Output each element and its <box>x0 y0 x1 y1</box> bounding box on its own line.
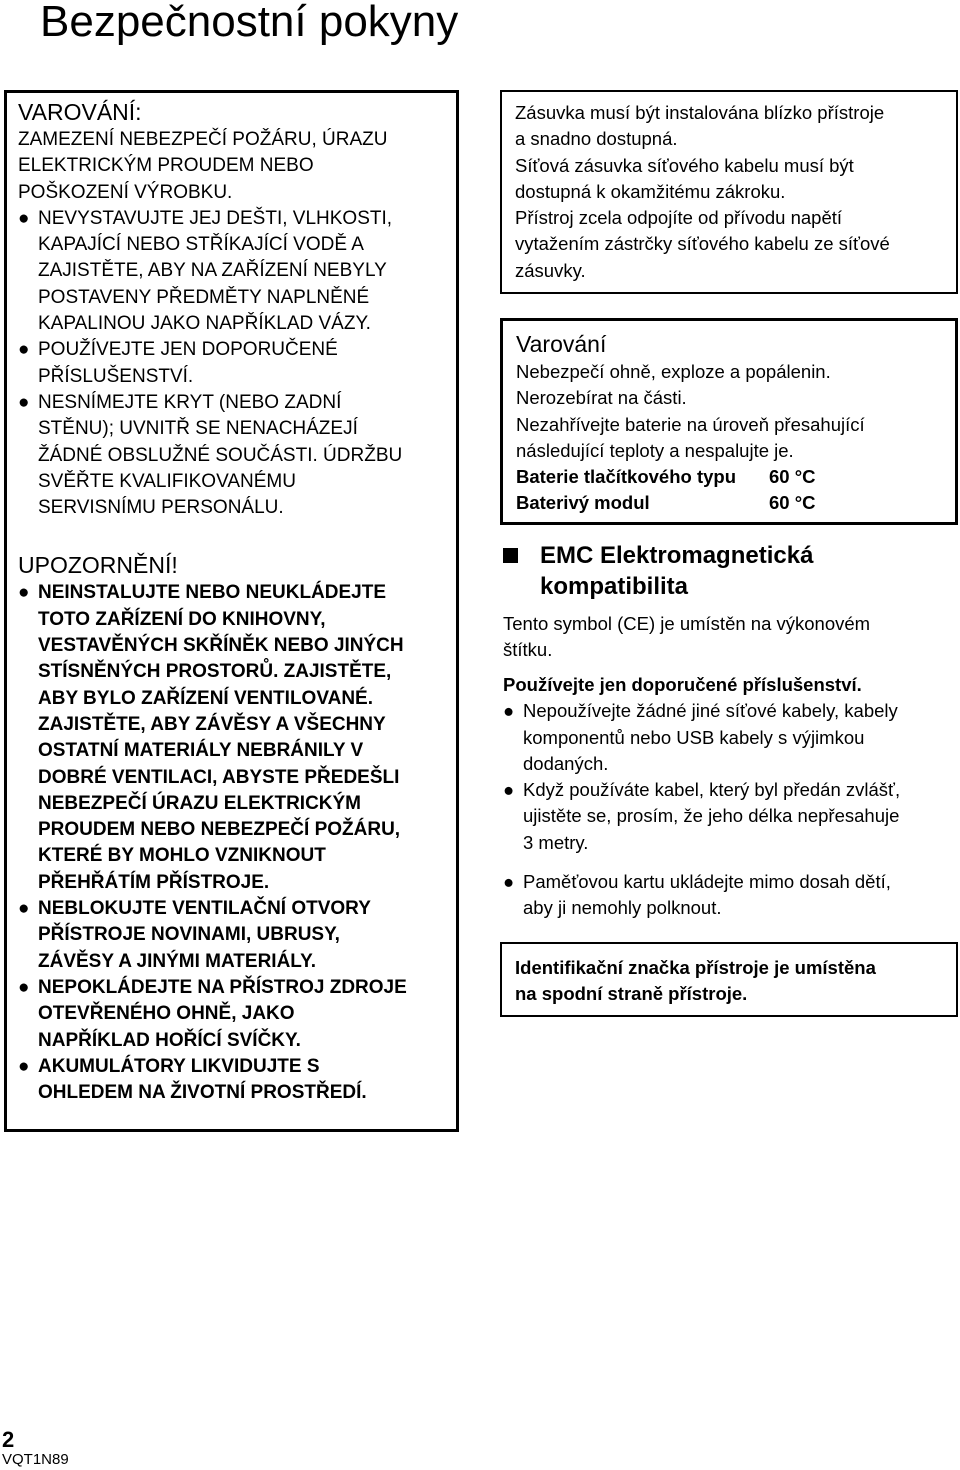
caution-bullet-line: ABY BYLO ZAŘÍZENÍ VENTILOVANÉ. <box>38 687 373 709</box>
warning-intro-line: ZAMEZENÍ NEBEZPEČÍ POŽÁRU, ÚRAZU <box>18 129 388 150</box>
accessory-bullet-line: komponentů nebo USB kabely s výjimkou <box>523 726 865 748</box>
accessory-bullet-line: 3 metry. <box>523 831 589 853</box>
socket-box <box>500 90 958 294</box>
bullet-icon: ● <box>18 582 30 604</box>
caution-bullet <box>18 1054 456 1107</box>
accessory-heading: Používejte jen doporučené příslušenství. <box>503 674 862 695</box>
battery-type-label: Baterivý modul <box>516 492 650 514</box>
caution-bullet-line: KTERÉ BY MOHLO VZNIKNOUT <box>38 845 326 867</box>
warning-bullet <box>18 337 456 390</box>
socket-line: dostupná k okamžitému zákroku. <box>515 180 786 202</box>
bullet-icon: ● <box>18 898 30 920</box>
caution-bullet-line: PŘEHŘÁTÍM PŘÍSTROJE. <box>38 871 270 893</box>
document-code: VQT1N89 <box>2 1451 69 1468</box>
warning-bullet-line: ZAJISTĚTE, ABY NA ZAŘÍZENÍ NEBYLY <box>38 260 387 282</box>
socket-line: Přístroj zcela odpojíte od přívodu napětí <box>515 207 843 229</box>
battery-warning-line: následující teploty a nespalujte je. <box>516 439 794 461</box>
warning-box <box>4 90 459 1132</box>
page-title: Bezpečnostní pokyny <box>40 0 459 46</box>
battery-temp-row <box>516 490 955 516</box>
identification-line: na spodní straně přístroje. <box>515 983 748 1005</box>
accessory-bullet <box>503 698 958 777</box>
bullet-icon: ● <box>18 1055 30 1077</box>
accessory-bullet-line: Paměťovou kartu ukládejte mimo dosah dětí, <box>523 871 891 893</box>
bullet-icon: ● <box>18 339 30 361</box>
caution-bullet-line: PROUDEM NEBO NEBEZPEČÍ POŽÁRU, <box>38 819 401 841</box>
warning-bullet-line: NESNÍMEJTE KRYT (NEBO ZADNÍ <box>38 391 342 413</box>
caution-bullet-line: OHLEDEM NA ŽIVOTNÍ PROSTŘEDÍ. <box>38 1082 367 1104</box>
accessory-bullet-line: Když používáte kabel, který byl předán zvlášť, <box>523 779 901 801</box>
warning-bullet-line: NEVYSTAVUJTE JEJ DEŠTI, VLHKOSTI, <box>38 207 393 229</box>
warning-bullet-line: KAPALINOU JAKO NAPŘÍKLAD VÁZY. <box>38 313 371 335</box>
emc-symbol-line: Tento symbol (CE) je umístěn na výkonovém <box>503 613 871 634</box>
battery-warning-box <box>500 318 958 525</box>
socket-line: vytažením zástrčky síťového kabelu ze síťové <box>515 233 890 255</box>
identification-line: Identifikační značka přístroje je umístěna <box>515 957 876 978</box>
socket-line: zásuvky. <box>515 259 586 281</box>
warning-bullet-line: POSTAVENY PŘEDMĚTY NAPLNĚNÉ <box>38 286 370 308</box>
caution-bullet-line: ZAJISTĚTE, ABY ZÁVĚSY A VŠECHNY <box>38 713 386 735</box>
caution-bullet-line: OTEVŘENÉHO OHNĚ, JAKO <box>38 1003 295 1025</box>
caution-bullet-line: AKUMULÁTORY LIKVIDUJTE S <box>38 1055 320 1077</box>
caution-bullet-line: NEBEZPEČÍ ÚRAZU ELEKTRICKÝM <box>38 792 362 814</box>
caution-bullet-line: NEPOKLÁDEJTE NA PŘÍSTROJ ZDROJE <box>38 976 407 998</box>
warning-bullet-line: POUŽÍVEJTE JEN DOPORUČENÉ <box>38 339 338 361</box>
battery-temp-value: 60 °C <box>769 466 816 488</box>
warning-bullet-line: STĚNU); UVNITŘ SE NENACHÁZEJÍ <box>38 418 358 440</box>
caution-bullet-line: NEINSTALUJTE NEBO NEUKLÁDEJTE <box>38 582 387 604</box>
warning-bullet-line: SERVISNÍMU PERSONÁLU. <box>38 497 284 519</box>
battery-warning-heading: Varování <box>516 331 607 357</box>
bullet-icon: ● <box>18 207 30 229</box>
caution-bullet-line: ZÁVĚSY A JINÝMI MATERIÁLY. <box>38 950 317 972</box>
caution-bullet-line: TOTO ZAŘÍZENÍ DO KNIHOVNY, <box>38 608 326 630</box>
bullet-icon: ● <box>503 779 515 801</box>
battery-type-label: Baterie tlačítkového typu <box>516 466 737 488</box>
caution-bullet <box>18 975 456 1054</box>
emc-symbol-text <box>503 611 958 664</box>
accessory-bullet-line: aby ji nemohly polknout. <box>523 897 722 919</box>
warning-bullet-line: KAPAJÍCÍ NEBO STŘÍKAJÍCÍ VODĚ A <box>38 234 364 256</box>
warning-bullet-line: SVĚŘTE KVALIFIKOVANÉMU <box>38 470 296 492</box>
battery-warning-line: Nebezpečí ohně, exploze a popálenin. <box>516 361 831 382</box>
caution-heading: UPOZORNĚNÍ! <box>18 552 178 579</box>
accessory-section <box>503 672 958 922</box>
bullet-icon: ● <box>18 391 30 413</box>
accessory-bullet <box>503 869 958 922</box>
socket-line: Zásuvka musí být instalována blízko přístroje <box>515 102 885 123</box>
socket-line: Síťová zásuvka síťového kabelu musí být <box>515 154 854 176</box>
page-number: 2 <box>2 1427 15 1452</box>
warning-bullet-line: PŘÍSLUŠENSTVÍ. <box>38 365 194 387</box>
emc-heading-line: EMC Elektromagnetická <box>540 542 814 569</box>
battery-warning-line: Nerozebírat na části. <box>516 387 687 409</box>
battery-temp-row <box>516 464 955 490</box>
warning-intro-line: ELEKTRICKÝM PROUDEM NEBO <box>18 155 314 177</box>
warning-bullet <box>18 390 456 521</box>
warning-bullet-line: ŽÁDNÉ OBSLUŽNÉ SOUČÁSTI. ÚDRŽBU <box>38 444 403 466</box>
battery-warning-line: Nezahřívejte baterie na úroveň přesahující <box>516 413 865 435</box>
accessory-bullet <box>503 777 958 856</box>
caution-bullet-line: STÍSNĚNÝCH PROSTORŮ. ZAJISTĚTE, <box>38 661 392 683</box>
warning-intro-line: POŠKOZENÍ VÝROBKU. <box>18 181 233 203</box>
warning-heading: VAROVÁNÍ: <box>18 99 142 125</box>
caution-bullet <box>18 580 456 896</box>
accessory-bullet-line: Nepoužívejte žádné jiné síťové kabely, kabely <box>523 700 898 722</box>
bullet-icon: ● <box>503 871 515 893</box>
caution-bullet-line: OSTATNÍ MATERIÁLY NEBRÁNILY V <box>38 740 364 762</box>
accessory-bullet-line: ujistěte se, prosím, že jeho délka nepřesahuje <box>523 805 900 827</box>
emc-heading-line: kompatibilita <box>540 573 689 600</box>
bullet-icon: ● <box>503 700 515 722</box>
caution-bullet-line: NAPŘÍKLAD HOŘÍCÍ SVÍČKY. <box>38 1029 301 1051</box>
socket-line: a snadno dostupná. <box>515 128 678 150</box>
caution-bullet-line: VESTAVĚNÝCH SKŘÍNĚK NEBO JINÝCH <box>38 635 404 657</box>
identification-box <box>500 942 958 1017</box>
warning-bullet <box>18 206 456 337</box>
caution-bullet <box>18 896 456 975</box>
caution-bullet-line: PŘÍSTROJE NOVINAMI, UBRUSY, <box>38 924 340 946</box>
accessory-bullet-line: dodaných. <box>523 752 609 774</box>
bullet-icon: ● <box>18 976 30 998</box>
battery-temp-value: 60 °C <box>769 492 816 514</box>
caution-bullet-line: NEBLOKUJTE VENTILAČNÍ OTVORY <box>38 898 371 920</box>
caution-bullet-line: DOBRÉ VENTILACI, ABYSTE PŘEDEŠLI <box>38 766 400 788</box>
section-square-icon <box>503 548 518 563</box>
emc-symbol-line: štítku. <box>503 639 553 661</box>
